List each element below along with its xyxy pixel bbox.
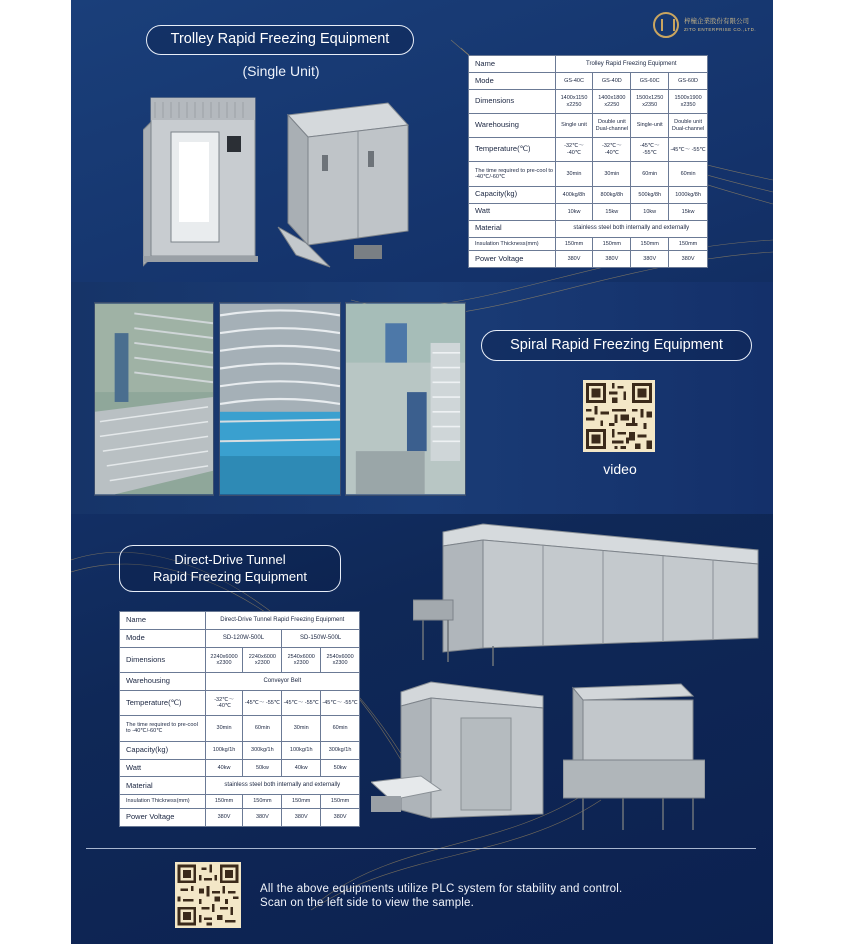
footer-divider: [86, 848, 756, 849]
logo-mark-icon: [653, 12, 679, 38]
table-row: [469, 186, 708, 203]
table-cell: 380V: [205, 809, 243, 827]
table-cell: 60min: [631, 162, 669, 186]
row-label: The time required to pre-cool to -40℃/-60℃: [120, 716, 206, 742]
trolley-freezer-photo-double: [266, 95, 414, 270]
row-label: Mode: [120, 629, 206, 647]
table-row: [120, 795, 360, 809]
table-cell: 30min: [282, 716, 321, 742]
table-cell: 150mm: [555, 237, 593, 250]
tunnel-freezer-photo-front: [563, 682, 705, 834]
spiral-video-qr-code[interactable]: [583, 380, 655, 452]
table-cell: -45℃～ -55℃: [243, 690, 282, 715]
table-cell: 60min: [321, 716, 360, 742]
table-cell: 150mm: [593, 237, 631, 250]
table-row: [469, 220, 708, 237]
table-cell: stainless steel both internally and externally: [205, 777, 359, 795]
table-row: [469, 250, 708, 267]
table-row: [120, 741, 360, 759]
table-header-product: Trolley Rapid Freezing Equipment: [555, 56, 707, 73]
table-cell: 1400x1800 x2250: [593, 90, 631, 114]
row-label: Dimensions: [120, 647, 206, 672]
table-cell: Single unit: [555, 114, 593, 138]
table-cell: GS-40C: [555, 73, 593, 90]
tunnel-spec-table: [119, 611, 360, 827]
row-label: Insulation Thickness(mm): [469, 237, 556, 250]
table-cell: 150mm: [669, 237, 708, 250]
table-row: [120, 647, 360, 672]
row-label: Material: [469, 220, 556, 237]
table-cell: SD-150W-500L: [282, 629, 360, 647]
sample-qr-code[interactable]: [175, 862, 241, 928]
row-label: Watt: [120, 759, 206, 777]
table-cell: -45℃～ -55℃: [631, 138, 669, 162]
table-row: [120, 716, 360, 742]
table-cell: 380V: [321, 809, 360, 827]
table-cell: 2240x6000 x2300: [243, 647, 282, 672]
table-cell: 60min: [669, 162, 708, 186]
table-cell: Double unit Dual-channel: [669, 114, 708, 138]
table-cell: 380V: [669, 250, 708, 267]
table-cell: Single-unit: [631, 114, 669, 138]
table-row: [120, 777, 360, 795]
spiral-photo-1: [94, 302, 214, 496]
table-cell: 300kg/1h: [243, 741, 282, 759]
tunnel-title-line1: Direct-Drive Tunnel: [174, 552, 286, 567]
row-label: Power Voltage: [120, 809, 206, 827]
table-row: [469, 138, 708, 162]
row-label: Capacity(kg): [469, 186, 556, 203]
row-label: Material: [120, 777, 206, 795]
table-header-name: Name: [120, 612, 206, 630]
table-cell: 380V: [631, 250, 669, 267]
table-cell: 380V: [243, 809, 282, 827]
qr-code-icon: [175, 862, 241, 928]
table-row: [120, 809, 360, 827]
table-cell: stainless steel both internally and externally: [555, 220, 707, 237]
table-cell: 30min: [593, 162, 631, 186]
table-cell: 1000kg/8h: [669, 186, 708, 203]
row-label: Warehousing: [469, 114, 556, 138]
trolley-title: Trolley Rapid Freezing Equipment: [146, 25, 414, 55]
table-cell: 50kw: [243, 759, 282, 777]
table-cell: 150mm: [243, 795, 282, 809]
table-cell: GS-60C: [631, 73, 669, 90]
table-cell: 380V: [593, 250, 631, 267]
row-label: Power Voltage: [469, 250, 556, 267]
spiral-photo-3: [345, 302, 466, 496]
brochure-page: [71, 0, 773, 944]
table-cell: -32℃～ -40℃: [593, 138, 631, 162]
qr-code-icon: [583, 380, 655, 452]
table-cell: 150mm: [321, 795, 360, 809]
table-cell: -45℃～ -55℃: [282, 690, 321, 715]
table-cell: -32℃～ -40℃: [555, 138, 593, 162]
table-cell: GS-60D: [669, 73, 708, 90]
table-cell: 2540x6000 x2300: [321, 647, 360, 672]
table-cell: 60min: [243, 716, 282, 742]
table-cell: 300kg/1h: [321, 741, 360, 759]
table-row: [120, 629, 360, 647]
table-cell: 1500x1250 x2350: [631, 90, 669, 114]
row-label: Insulation Thickness(mm): [120, 795, 206, 809]
table-row: [469, 162, 708, 186]
table-header-name: Name: [469, 56, 556, 73]
table-cell: 2240x6000 x2300: [205, 647, 243, 672]
table-row: [120, 759, 360, 777]
spiral-photo-2: [219, 302, 341, 496]
table-cell: 1500x1900 x2350: [669, 90, 708, 114]
table-cell: 800kg/8h: [593, 186, 631, 203]
table-cell: 150mm: [282, 795, 321, 809]
video-label: video: [603, 461, 637, 477]
tunnel-title-line2: Rapid Freezing Equipment: [153, 569, 307, 584]
table-cell: Conveyor Belt: [205, 672, 359, 690]
footer-text: [260, 882, 622, 910]
table-row: [469, 73, 708, 90]
table-cell: SD-120W-500L: [205, 629, 282, 647]
row-label: Capacity(kg): [120, 741, 206, 759]
trolley-spec-table: [468, 55, 708, 268]
company-name-en: ZITO ENTERPRISE CO.,LTD.: [684, 27, 757, 32]
table-row: [469, 90, 708, 114]
spiral-title: Spiral Rapid Freezing Equipment: [481, 330, 752, 361]
footer-line-2: Scan on the left side to view the sample.: [260, 897, 475, 909]
row-label: The time required to pre-cool to -40℃/-60℃: [469, 162, 556, 186]
table-cell: 40kw: [205, 759, 243, 777]
table-cell: 1400x1150 x2250: [555, 90, 593, 114]
row-label: Dimensions: [469, 90, 556, 114]
table-row: [469, 114, 708, 138]
table-cell: 380V: [555, 250, 593, 267]
row-label: Mode: [469, 73, 556, 90]
table-cell: 400kg/8h: [555, 186, 593, 203]
company-name-cn: 梓橦企業股份有限公司: [684, 18, 749, 25]
table-row: [120, 672, 360, 690]
table-cell: Double unit Dual-channel: [593, 114, 631, 138]
table-cell: 40kw: [282, 759, 321, 777]
row-label: Watt: [469, 203, 556, 220]
table-cell: 10kw: [555, 203, 593, 220]
row-label: Temperature(℃): [120, 690, 206, 715]
table-cell: 15kw: [593, 203, 631, 220]
row-label: Temperature(℃): [469, 138, 556, 162]
tunnel-freezer-photo-long: [413, 520, 763, 670]
company-logo: [653, 12, 763, 40]
table-cell: 10kw: [631, 203, 669, 220]
table-cell: 150mm: [205, 795, 243, 809]
tunnel-freezer-photo-box: [371, 678, 549, 830]
row-label: Warehousing: [120, 672, 206, 690]
table-cell: 30min: [555, 162, 593, 186]
table-cell: 100kg/1h: [282, 741, 321, 759]
table-row: [469, 237, 708, 250]
table-cell: 50kw: [321, 759, 360, 777]
table-cell: -32℃～ -40℃: [205, 690, 243, 715]
table-row: [120, 690, 360, 715]
footer-line-1: All the above equipments utilize PLC system for stability and control.: [260, 883, 623, 895]
trolley-freezer-photo-single: [143, 92, 258, 272]
table-cell: 500kg/8h: [631, 186, 669, 203]
table-row: [469, 203, 708, 220]
tunnel-title: [119, 545, 341, 592]
table-header-product: Direct-Drive Tunnel Rapid Freezing Equipment: [205, 612, 359, 630]
table-cell: -45℃～ -55℃: [321, 690, 360, 715]
trolley-subtitle: (Single Unit): [242, 63, 320, 79]
table-cell: 150mm: [631, 237, 669, 250]
table-cell: 15kw: [669, 203, 708, 220]
table-cell: 380V: [282, 809, 321, 827]
table-cell: 100kg/1h: [205, 741, 243, 759]
table-cell: GS-40D: [593, 73, 631, 90]
table-cell: 30min: [205, 716, 243, 742]
table-cell: 2540x6000 x2300: [282, 647, 321, 672]
table-cell: -45℃～ -55℃: [669, 138, 708, 162]
